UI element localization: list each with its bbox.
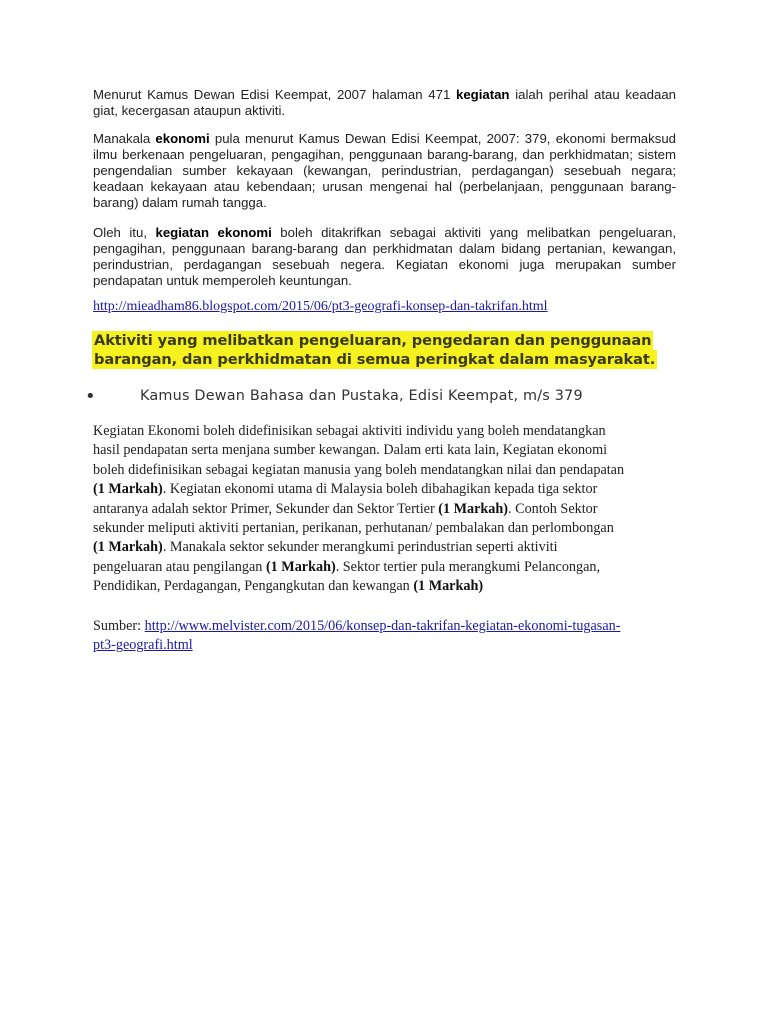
markah-label: (1 Markah) (93, 481, 163, 498)
paragraph-sektor-ekonomi (93, 422, 693, 597)
text-line (93, 500, 693, 519)
highlighted-definition (92, 331, 657, 369)
text-line (93, 558, 693, 577)
text: ialah perihal atau keadaan giat, kecergasan ataupun aktiviti. (93, 87, 676, 118)
text-line: Kegiatan Ekonomi boleh didefinisikan sebagai aktiviti individu yang boleh mendatangkan (93, 423, 606, 439)
text-line (93, 577, 693, 596)
sumber-label: Sumber: (93, 618, 145, 634)
text: Menurut Kamus Dewan Edisi Keempat, 2007 halaman 471 (93, 87, 456, 102)
source-link-melvister-cont[interactable]: pt3-geografi.html (93, 637, 193, 654)
reference-kamus: Kamus Dewan Bahasa dan Pustaka, Edisi Keempat, m/s 379 (140, 388, 583, 404)
source-link-mieadham[interactable]: http://mieadham86.blogspot.com/2015/06/pt3-geografi-konsep-dan-takrifan.html (93, 299, 548, 314)
text: Manakala (93, 131, 156, 146)
bold-term: kegiatan ekonomi (155, 225, 272, 240)
highlight-line: barangan, dan perkhidmatan di semua peringkat dalam masyarakat. (94, 351, 656, 368)
markah-label: (1 Markah) (93, 539, 163, 556)
markah-label: (1 Markah) (438, 500, 509, 517)
text: pula menurut Kamus Dewan Edisi Keempat, 2007: 379, ekonomi bermaksud ilmu berkenaan pengeluaran, pengagihan, penggunaan barang-barang, dan perkhidmatan; sistem pengendalian sumber kekayaan (kewangan, perindustrian, perdagangan) sesebuah negara; keadaan kekayaan atau kebendaan; urusan mengenai hal (perbelanjaan, penggunaan barang-barang) dalam rumah tangga. (93, 131, 676, 210)
text-line (93, 538, 693, 557)
text: antaranya adalah sektor Primer, Sekunder dan Sektor Tertier (93, 500, 439, 517)
text: . Kegiatan ekonomi utama di Malaysia boleh dibahagikan kepada tiga sektor (162, 481, 598, 498)
highlight-line: Aktiviti yang melibatkan pengeluaran, pengedaran dan penggunaan (94, 332, 652, 349)
text: pengeluaran atau pengilangan (93, 558, 266, 575)
text: . Sektor tertier pula merangkumi Pelancongan, (335, 558, 601, 575)
text: Oleh itu, (93, 225, 156, 240)
text-line: hasil pendapatan serta menjana sumber kewangan. Dalam erti kata lain, Kegiatan ekonomi (93, 442, 608, 459)
source-citation (93, 617, 620, 656)
paragraph-kegiatan-definition (93, 87, 676, 119)
paragraph-kegiatan-ekonomi (93, 225, 676, 289)
bold-term: ekonomi (155, 131, 210, 146)
text: . Manakala sektor sekunder merangkumi perindustrian seperti aktiviti (162, 539, 558, 556)
text-line: boleh didefinisikan sebagai kegiatan manusia yang boleh mendatangkan nilai dan pendapatan (93, 461, 625, 478)
text: . Contoh Sektor (508, 500, 598, 517)
bold-term: kegiatan (455, 87, 510, 102)
text: boleh ditakrifkan sebagai aktiviti yang melibatkan pengeluaran, pengagihan, penggunaan barang-barang dan perkhidmatan dalam bidang pertanian, kewangan, perindustrian, perdagangan sesebuah negera. Kegiatan ekonomi juga merupakan sumber pendapatan untuk memperoleh keuntungan. (93, 225, 676, 288)
text-line (93, 480, 693, 499)
paragraph-ekonomi-definition (93, 131, 676, 211)
markah-label: (1 Markah) (265, 558, 336, 575)
source-link-melvister[interactable]: http://www.melvister.com/2015/06/konsep-dan-takrifan-kegiatan-ekonomi-tugasan- (144, 618, 621, 634)
text: Pendidikan, Perdagangan, Pengangkutan dan kewangan (93, 578, 414, 595)
text-line: sekunder meliputi aktiviti pertanian, perikanan, perhutanan/ pembalakan dan perlombongan (93, 520, 614, 537)
markah-label: (1 Markah) (413, 578, 484, 595)
bullet-icon: • (85, 386, 96, 407)
